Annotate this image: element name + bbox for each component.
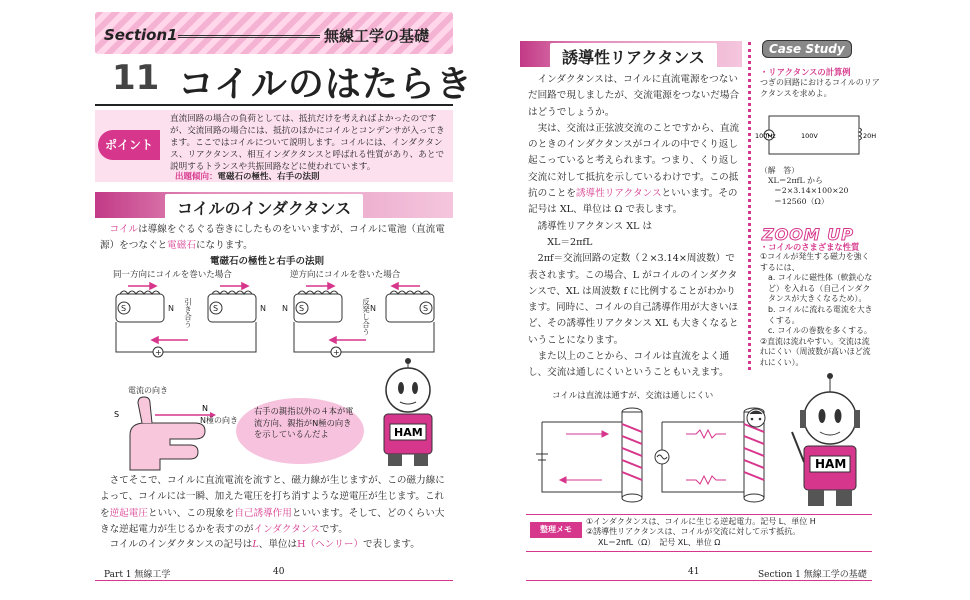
term-coil: コイル [109,224,139,235]
robot-head [386,368,430,412]
solution-head: （解 答） [760,166,799,175]
svg-text:S: S [121,304,127,313]
robot-illustration-right [786,372,876,512]
column-divider [748,42,751,370]
case-circuit [755,108,877,160]
footer-left-label: Part 1 無線工学 [104,570,171,580]
term-self-induction: 自己誘導作用 [234,507,292,519]
solution-line: ＝2×3.14×100×20 [774,186,849,196]
case-freq: 100Hz [755,132,776,140]
zoom-item: b. コイルに流れる電流を大きくする。 [768,304,873,325]
diagram-right-label: 逆方向にコイルを巻いた場合 [290,270,401,280]
hand-n-label: N極の向き [200,416,238,425]
body-paragraph-3 [100,537,450,553]
body-text: といい、この現象を [147,507,235,519]
zoom-item: c. コイルの巻数を多くする。 [768,326,872,336]
electromagnet-diagram [98,280,453,362]
body-text: といいます。その記号は XL、単位は Ω で表します。 [528,188,738,216]
section-label: Section1 [104,26,178,44]
body-text: で表します。 [363,539,420,550]
zoom-item: ②直流は流れやすい。交流は流れにくい（周波数が高いほど流れにくい）。 [760,336,871,367]
case-study-badge: Case Study [762,40,852,58]
svg-text:N: N [168,304,174,313]
term-inductance: インダクタンス [253,523,320,535]
svg-text:N: N [370,304,376,313]
svg-text:N: N [282,304,288,313]
case-ind: 20H [863,132,877,140]
point-trend [175,170,320,182]
svg-text:S: S [423,304,429,313]
zoom-item: a. コイルに磁性体（軟鉄心など）を入れる（自己インダクタンスが大きくなるため）。 [768,273,873,304]
zoom-item: ①コイルが発生する磁力を強くするには、 [760,252,870,272]
page-number-left: 40 [273,567,285,577]
thumb [138,397,152,423]
solution-block [760,166,849,207]
case-description: つぎの回路におけるコイルのリアクタンスを求めよ。 [760,78,880,98]
diagram-left-label: 同一方向にコイルを巻いた場合 [113,270,232,280]
footer-right-label: Section 1 無線工学の基礎 [758,570,867,580]
body-text: といいます。そして、どのくらい大きな逆起電力が生じるかを表すのが [100,507,445,535]
body-text: です。 [319,523,348,535]
intro-text: は導線をぐるぐる巻きにしたものをいいますが、コイルに電池（直流電源）をつなぐと [100,224,445,252]
robot-label-right: HAM [815,457,847,471]
svg-text:+: + [155,348,162,357]
heading-reactance: 誘導性リアクタンス [550,43,717,70]
body-text: さてそこで、コイルに直流電流を流すと、磁力線が生じますが、この磁力線によって、コイルには一瞬、加えた電圧を打ち消すような逆電圧が生じます。これを [100,475,445,519]
hand-label: 電流の向き [128,386,168,395]
term-symbol-l: L [252,539,259,550]
term-henry: H（ヘンリー） [297,539,364,550]
svg-text:S: S [114,410,120,419]
svg-text:S: S [299,304,305,313]
reactance-p5: また以上のことから、コイルは直流をよく通し、交流は通しにくいということもいえます。 [528,351,730,379]
zoom-list [760,252,875,369]
hand-shape [130,423,205,470]
term-inductive-reactance: 誘導性リアクタンス [575,188,662,200]
point-text: 直流回路の場合の負荷としては、抵抗だけを考えればよかったのですが、交流回路の場合には、抵抗のほかにコイルとコンデンサが入ってきます。ここではコイルについて説明します。コイルには、インダクタンス、リアクタンス、相互インダクタンスと呼ばれる性質があり、あとで説明するトランスや共振回路などに使われています。 [170,114,445,172]
svg-text:+: + [333,348,340,357]
section-title: 無線工学の基礎 [324,27,430,45]
solution-line: ＝12560（Ω） [774,196,829,206]
term-back-emf: 逆起電圧 [109,507,148,519]
reactance-p4: 2πf＝交流回路の定数（２×3.14×周波数）で表されます。この場合、L がコイルのインダクタンスで、XL は周波数 f に比例することがわかります。同時に、コイルの自己誘導作用が大きいほど、その誘導性リアクタンス XL も大きくなるということになります。 [528,253,739,346]
memo-line: ①インダクタンスは、コイルに生じる逆起電力。記号 L、単位 H [586,517,816,526]
bottom-diagram-label: コイルは直流は通すが、交流は通しにくい [552,391,714,401]
memo-text [586,517,876,548]
repel-label: 反発し合う [361,298,371,336]
pull-label: 引き合う [183,298,193,328]
small-figure [738,408,774,498]
right-hand-illustration [100,395,235,475]
solution-line: XL＝2πfL から [768,176,823,186]
bubble-text: 右手の親指以外の４本が電流方向、親指がN極の向きを示しているんだよ [254,406,354,439]
memo-badge: 整理メモ [530,522,582,538]
reactance-p1: インダクタンスは、コイルに直流電源をつないだ回路で現しましたが、交流電源をつないだ場合はどうでしょうか。 [528,74,740,118]
chapter-title: コイルのはたらき [178,64,473,105]
chapter-number: 11 [112,58,160,98]
case-volt: 100V [801,132,818,140]
body-paragraph-2 [100,473,450,538]
svg-text:N: N [202,404,208,413]
point-badge: ポイント [98,130,160,160]
zoom-title: ・コイルのさまざまな性質 [760,242,860,252]
reactance-p3: 誘導性リアクタンス XL は [537,220,653,232]
case-title: ・リアクタンスの計算例 [760,67,851,77]
robot-illustration [368,358,448,468]
body-text: 、単位は [258,539,298,550]
body-text: コイルのインダクタンスの記号は [109,539,253,550]
page-number-right: 41 [688,567,700,577]
reactance-p2 [528,121,740,219]
section-rule [178,35,320,38]
term-electromagnet: 電磁石 [167,240,196,252]
memo-line: ②誘導性リアクタンスは、コイルが交流に対して示す抵抗。 [586,527,801,537]
heading-inductance: コイルのインダクタンス [165,194,363,221]
trend-label: 出題傾向： [175,172,218,182]
svg-text:S: S [213,304,219,313]
zoom-up-badge: ZOOM UP [762,225,855,244]
reactance-formula: XL＝2πfL [547,236,593,248]
intro-text-end: になります。 [195,240,253,252]
dc-wire [542,422,634,492]
memo-line: XL＝2πfL（Ω） 記号 XL、単位 Ω [598,537,721,547]
reactance-body [528,72,740,382]
svg-text:N: N [260,304,266,313]
diagram-title: 電磁石の極性と右手の法則 [210,256,325,267]
robot-head [804,392,856,444]
chapter-rule [95,104,453,106]
body-text: 実は、交流は正弦波交流のことですから、直流のときのインダクタンスがコイルの中でくり返し起こっていると考えられます。つまり、くり返し交流に対して抵抗を示しているわけです。この抵抗のことを [528,122,740,200]
intro-paragraph [100,222,450,255]
trend-value: 電磁石の極性、右手の法則 [217,172,320,182]
robot-label: HAM [394,426,423,439]
